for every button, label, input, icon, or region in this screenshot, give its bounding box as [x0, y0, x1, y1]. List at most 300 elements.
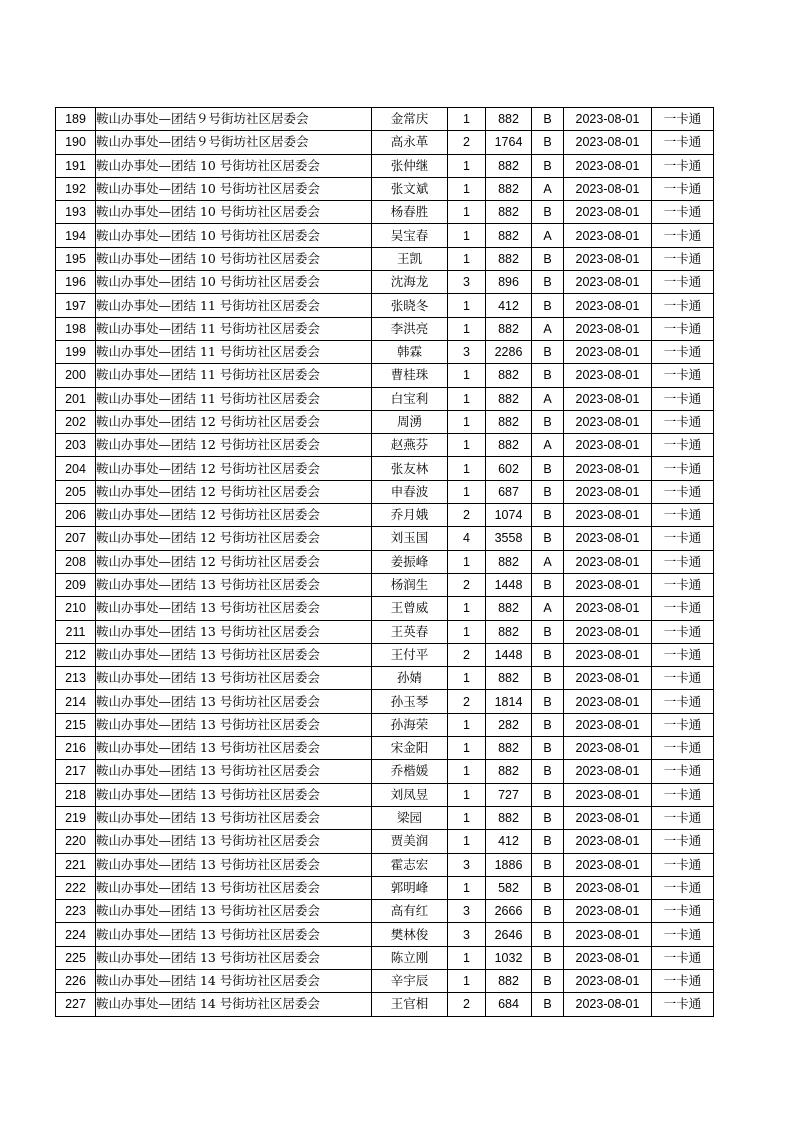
payment-method-cell: 一卡通 — [652, 410, 714, 433]
issue-date-cell: 2023-08-01 — [564, 247, 652, 270]
grade-cell: B — [532, 713, 564, 736]
grade-cell: B — [532, 154, 564, 177]
community-unit-cell: 鞍山办事处—团结 13 号街坊社区居委会 — [96, 690, 372, 713]
row-number-cell: 200 — [56, 364, 96, 387]
payment-method-cell: 一卡通 — [652, 527, 714, 550]
issue-date-cell: 2023-08-01 — [564, 993, 652, 1016]
grade-cell: B — [532, 946, 564, 969]
payment-method-cell: 一卡通 — [652, 597, 714, 620]
amount-cell: 882 — [486, 177, 532, 200]
payment-method-cell: 一卡通 — [652, 760, 714, 783]
person-name-cell: 白宝利 — [372, 387, 448, 410]
grade-cell: A — [532, 550, 564, 573]
table-row — [56, 783, 714, 806]
grade-cell: B — [532, 294, 564, 317]
amount-cell: 882 — [486, 597, 532, 620]
grade-cell: B — [532, 201, 564, 224]
amount-cell: 684 — [486, 993, 532, 1016]
issue-date-cell: 2023-08-01 — [564, 131, 652, 154]
issue-date-cell: 2023-08-01 — [564, 294, 652, 317]
person-name-cell: 金常庆 — [372, 108, 448, 131]
table-row — [56, 643, 714, 666]
household-count-cell: 1 — [448, 713, 486, 736]
amount-cell: 882 — [486, 806, 532, 829]
issue-date-cell: 2023-08-01 — [564, 480, 652, 503]
amount-cell: 1814 — [486, 690, 532, 713]
amount-cell: 882 — [486, 317, 532, 340]
table-row — [56, 317, 714, 340]
grade-cell: B — [532, 853, 564, 876]
person-name-cell: 王凯 — [372, 247, 448, 270]
payment-method-cell: 一卡通 — [652, 154, 714, 177]
person-name-cell: 张晓冬 — [372, 294, 448, 317]
community-unit-cell: 鞍山办事处—团结 10 号街坊社区居委会 — [96, 271, 372, 294]
table-row — [56, 620, 714, 643]
community-unit-cell: 鞍山办事处—团结 13 号街坊社区居委会 — [96, 597, 372, 620]
table-row — [56, 573, 714, 596]
person-name-cell: 周湧 — [372, 410, 448, 433]
table-row — [56, 690, 714, 713]
issue-date-cell: 2023-08-01 — [564, 504, 652, 527]
payment-method-cell: 一卡通 — [652, 364, 714, 387]
household-count-cell: 1 — [448, 177, 486, 200]
household-count-cell: 3 — [448, 923, 486, 946]
amount-cell: 412 — [486, 830, 532, 853]
issue-date-cell: 2023-08-01 — [564, 177, 652, 200]
issue-date-cell: 2023-08-01 — [564, 946, 652, 969]
household-count-cell: 1 — [448, 667, 486, 690]
household-count-cell: 1 — [448, 294, 486, 317]
issue-date-cell: 2023-08-01 — [564, 969, 652, 992]
grade-cell: A — [532, 434, 564, 457]
row-number-cell: 195 — [56, 247, 96, 270]
payment-method-cell: 一卡通 — [652, 806, 714, 829]
issue-date-cell: 2023-08-01 — [564, 713, 652, 736]
community-unit-cell: 鞍山办事处—团结 13 号街坊社区居委会 — [96, 900, 372, 923]
amount-cell: 882 — [486, 387, 532, 410]
grade-cell: B — [532, 247, 564, 270]
grade-cell: B — [532, 830, 564, 853]
person-name-cell: 王付平 — [372, 643, 448, 666]
amount-cell: 1074 — [486, 504, 532, 527]
household-count-cell: 1 — [448, 317, 486, 340]
person-name-cell: 贾美润 — [372, 830, 448, 853]
row-number-cell: 207 — [56, 527, 96, 550]
grade-cell: A — [532, 177, 564, 200]
community-unit-cell: 鞍山办事处—团结 13 号街坊社区居委会 — [96, 737, 372, 760]
table-row — [56, 387, 714, 410]
issue-date-cell: 2023-08-01 — [564, 783, 652, 806]
community-unit-cell: 鞍山办事处—团结９号街坊社区居委会 — [96, 108, 372, 131]
amount-cell: 2286 — [486, 340, 532, 363]
amount-cell: 882 — [486, 737, 532, 760]
table-row — [56, 504, 714, 527]
person-name-cell: 杨春胜 — [372, 201, 448, 224]
amount-cell: 882 — [486, 154, 532, 177]
amount-cell: 882 — [486, 201, 532, 224]
row-number-cell: 197 — [56, 294, 96, 317]
payment-method-cell: 一卡通 — [652, 876, 714, 899]
amount-cell: 2666 — [486, 900, 532, 923]
payment-method-cell: 一卡通 — [652, 643, 714, 666]
issue-date-cell: 2023-08-01 — [564, 317, 652, 340]
grade-cell: B — [532, 900, 564, 923]
table-row — [56, 340, 714, 363]
household-count-cell: 2 — [448, 993, 486, 1016]
person-name-cell: 乔月娥 — [372, 504, 448, 527]
amount-cell: 896 — [486, 271, 532, 294]
issue-date-cell: 2023-08-01 — [564, 900, 652, 923]
community-unit-cell: 鞍山办事处—团结 13 号街坊社区居委会 — [96, 643, 372, 666]
table-row — [56, 457, 714, 480]
household-count-cell: 1 — [448, 876, 486, 899]
table-row — [56, 108, 714, 131]
table-row — [56, 294, 714, 317]
payment-method-cell: 一卡通 — [652, 573, 714, 596]
table-row — [56, 946, 714, 969]
amount-cell: 882 — [486, 667, 532, 690]
table-row — [56, 667, 714, 690]
row-number-cell: 226 — [56, 969, 96, 992]
person-name-cell: 辛宇辰 — [372, 969, 448, 992]
payment-method-cell: 一卡通 — [652, 923, 714, 946]
row-number-cell: 206 — [56, 504, 96, 527]
row-number-cell: 192 — [56, 177, 96, 200]
issue-date-cell: 2023-08-01 — [564, 527, 652, 550]
community-unit-cell: 鞍山办事处—团结 13 号街坊社区居委会 — [96, 806, 372, 829]
payment-method-cell: 一卡通 — [652, 900, 714, 923]
household-count-cell: 3 — [448, 340, 486, 363]
payment-method-cell: 一卡通 — [652, 387, 714, 410]
row-number-cell: 221 — [56, 853, 96, 876]
person-name-cell: 杨润生 — [372, 573, 448, 596]
community-unit-cell: 鞍山办事处—团结 11 号街坊社区居委会 — [96, 387, 372, 410]
person-name-cell: 曹桂珠 — [372, 364, 448, 387]
payment-method-cell: 一卡通 — [652, 247, 714, 270]
table-row — [56, 410, 714, 433]
amount-cell: 1764 — [486, 131, 532, 154]
table-row — [56, 527, 714, 550]
grade-cell: B — [532, 504, 564, 527]
grade-cell: B — [532, 923, 564, 946]
household-count-cell: 1 — [448, 737, 486, 760]
table-row — [56, 247, 714, 270]
person-name-cell: 孙玉琴 — [372, 690, 448, 713]
issue-date-cell: 2023-08-01 — [564, 923, 652, 946]
row-number-cell: 213 — [56, 667, 96, 690]
amount-cell: 727 — [486, 783, 532, 806]
row-number-cell: 223 — [56, 900, 96, 923]
household-count-cell: 1 — [448, 410, 486, 433]
community-unit-cell: 鞍山办事处—团结 11 号街坊社区居委会 — [96, 364, 372, 387]
issue-date-cell: 2023-08-01 — [564, 853, 652, 876]
table-row — [56, 271, 714, 294]
person-name-cell: 沈海龙 — [372, 271, 448, 294]
row-number-cell: 214 — [56, 690, 96, 713]
table-row — [56, 224, 714, 247]
table-row — [56, 993, 714, 1016]
issue-date-cell: 2023-08-01 — [564, 597, 652, 620]
table-row — [56, 830, 714, 853]
grade-cell: B — [532, 690, 564, 713]
grade-cell: A — [532, 597, 564, 620]
beneficiary-table — [55, 107, 714, 1017]
grade-cell: B — [532, 993, 564, 1016]
table-row — [56, 806, 714, 829]
issue-date-cell: 2023-08-01 — [564, 760, 652, 783]
issue-date-cell: 2023-08-01 — [564, 224, 652, 247]
community-unit-cell: 鞍山办事处—团结 11 号街坊社区居委会 — [96, 340, 372, 363]
issue-date-cell: 2023-08-01 — [564, 643, 652, 666]
person-name-cell: 高永革 — [372, 131, 448, 154]
person-name-cell: 申春波 — [372, 480, 448, 503]
community-unit-cell: 鞍山办事处—团结 13 号街坊社区居委会 — [96, 667, 372, 690]
issue-date-cell: 2023-08-01 — [564, 620, 652, 643]
payment-method-cell: 一卡通 — [652, 224, 714, 247]
community-unit-cell: 鞍山办事处—团结 12 号街坊社区居委会 — [96, 457, 372, 480]
household-count-cell: 1 — [448, 806, 486, 829]
payment-method-cell: 一卡通 — [652, 713, 714, 736]
household-count-cell: 2 — [448, 504, 486, 527]
amount-cell: 2646 — [486, 923, 532, 946]
table-row — [56, 853, 714, 876]
issue-date-cell: 2023-08-01 — [564, 340, 652, 363]
person-name-cell: 刘凤昱 — [372, 783, 448, 806]
grade-cell: B — [532, 131, 564, 154]
row-number-cell: 216 — [56, 737, 96, 760]
row-number-cell: 209 — [56, 573, 96, 596]
grade-cell: B — [532, 760, 564, 783]
payment-method-cell: 一卡通 — [652, 550, 714, 573]
amount-cell: 602 — [486, 457, 532, 480]
table-row — [56, 480, 714, 503]
grade-cell: B — [532, 806, 564, 829]
community-unit-cell: 鞍山办事处—团结 10 号街坊社区居委会 — [96, 247, 372, 270]
row-number-cell: 212 — [56, 643, 96, 666]
person-name-cell: 宋金阳 — [372, 737, 448, 760]
row-number-cell: 189 — [56, 108, 96, 131]
table-row — [56, 713, 714, 736]
household-count-cell: 1 — [448, 783, 486, 806]
payment-method-cell: 一卡通 — [652, 457, 714, 480]
community-unit-cell: 鞍山办事处—团结 13 号街坊社区居委会 — [96, 760, 372, 783]
amount-cell: 582 — [486, 876, 532, 899]
issue-date-cell: 2023-08-01 — [564, 387, 652, 410]
table-row — [56, 201, 714, 224]
amount-cell: 882 — [486, 550, 532, 573]
row-number-cell: 201 — [56, 387, 96, 410]
amount-cell: 687 — [486, 480, 532, 503]
amount-cell: 882 — [486, 247, 532, 270]
household-count-cell: 3 — [448, 271, 486, 294]
table-row — [56, 364, 714, 387]
payment-method-cell: 一卡通 — [652, 201, 714, 224]
person-name-cell: 孙婧 — [372, 667, 448, 690]
payment-method-cell: 一卡通 — [652, 830, 714, 853]
community-unit-cell: 鞍山办事处—团结 12 号街坊社区居委会 — [96, 527, 372, 550]
row-number-cell: 208 — [56, 550, 96, 573]
household-count-cell: 1 — [448, 620, 486, 643]
household-count-cell: 2 — [448, 573, 486, 596]
person-name-cell: 张友林 — [372, 457, 448, 480]
payment-method-cell: 一卡通 — [652, 131, 714, 154]
community-unit-cell: 鞍山办事处—团结 13 号街坊社区居委会 — [96, 713, 372, 736]
community-unit-cell: 鞍山办事处—团结 13 号街坊社区居委会 — [96, 830, 372, 853]
payment-method-cell: 一卡通 — [652, 504, 714, 527]
person-name-cell: 樊林俊 — [372, 923, 448, 946]
community-unit-cell: 鞍山办事处—团结 13 号街坊社区居委会 — [96, 946, 372, 969]
person-name-cell: 王曾威 — [372, 597, 448, 620]
household-count-cell: 1 — [448, 830, 486, 853]
household-count-cell: 1 — [448, 434, 486, 457]
row-number-cell: 224 — [56, 923, 96, 946]
grade-cell: B — [532, 527, 564, 550]
household-count-cell: 1 — [448, 760, 486, 783]
amount-cell: 882 — [486, 410, 532, 433]
person-name-cell: 梁园 — [372, 806, 448, 829]
issue-date-cell: 2023-08-01 — [564, 737, 652, 760]
household-count-cell: 1 — [448, 946, 486, 969]
household-count-cell: 2 — [448, 690, 486, 713]
row-number-cell: 190 — [56, 131, 96, 154]
community-unit-cell: 鞍山办事处—团结 14 号街坊社区居委会 — [96, 993, 372, 1016]
row-number-cell: 199 — [56, 340, 96, 363]
payment-method-cell: 一卡通 — [652, 480, 714, 503]
table-row — [56, 434, 714, 457]
grade-cell: B — [532, 876, 564, 899]
person-name-cell: 孙海荣 — [372, 713, 448, 736]
person-name-cell: 霍志宏 — [372, 853, 448, 876]
row-number-cell: 203 — [56, 434, 96, 457]
community-unit-cell: 鞍山办事处—团结 10 号街坊社区居委会 — [96, 224, 372, 247]
issue-date-cell: 2023-08-01 — [564, 108, 652, 131]
person-name-cell: 李洪亮 — [372, 317, 448, 340]
grade-cell: B — [532, 271, 564, 294]
payment-method-cell: 一卡通 — [652, 737, 714, 760]
amount-cell: 3558 — [486, 527, 532, 550]
household-count-cell: 3 — [448, 900, 486, 923]
amount-cell: 1448 — [486, 643, 532, 666]
issue-date-cell: 2023-08-01 — [564, 573, 652, 596]
household-count-cell: 1 — [448, 154, 486, 177]
person-name-cell: 韩霖 — [372, 340, 448, 363]
household-count-cell: 1 — [448, 480, 486, 503]
amount-cell: 412 — [486, 294, 532, 317]
issue-date-cell: 2023-08-01 — [564, 201, 652, 224]
row-number-cell: 198 — [56, 317, 96, 340]
amount-cell: 882 — [486, 620, 532, 643]
grade-cell: B — [532, 410, 564, 433]
amount-cell: 282 — [486, 713, 532, 736]
table-row — [56, 876, 714, 899]
issue-date-cell: 2023-08-01 — [564, 410, 652, 433]
issue-date-cell: 2023-08-01 — [564, 830, 652, 853]
row-number-cell: 222 — [56, 876, 96, 899]
grade-cell: B — [532, 620, 564, 643]
payment-method-cell: 一卡通 — [652, 340, 714, 363]
amount-cell: 1886 — [486, 853, 532, 876]
household-count-cell: 2 — [448, 131, 486, 154]
community-unit-cell: 鞍山办事处—团结 10 号街坊社区居委会 — [96, 154, 372, 177]
table-row — [56, 923, 714, 946]
issue-date-cell: 2023-08-01 — [564, 154, 652, 177]
table-row — [56, 737, 714, 760]
person-name-cell: 郭明峰 — [372, 876, 448, 899]
row-number-cell: 219 — [56, 806, 96, 829]
issue-date-cell: 2023-08-01 — [564, 876, 652, 899]
row-number-cell: 191 — [56, 154, 96, 177]
issue-date-cell: 2023-08-01 — [564, 434, 652, 457]
grade-cell: B — [532, 969, 564, 992]
household-count-cell: 4 — [448, 527, 486, 550]
grade-cell: B — [532, 457, 564, 480]
community-unit-cell: 鞍山办事处—团结 12 号街坊社区居委会 — [96, 550, 372, 573]
community-unit-cell: 鞍山办事处—团结 10 号街坊社区居委会 — [96, 177, 372, 200]
payment-method-cell: 一卡通 — [652, 783, 714, 806]
issue-date-cell: 2023-08-01 — [564, 271, 652, 294]
community-unit-cell: 鞍山办事处—团结 12 号街坊社区居委会 — [96, 480, 372, 503]
row-number-cell: 210 — [56, 597, 96, 620]
amount-cell: 882 — [486, 434, 532, 457]
payment-method-cell: 一卡通 — [652, 969, 714, 992]
table-row — [56, 597, 714, 620]
community-unit-cell: 鞍山办事处—团结 12 号街坊社区居委会 — [96, 434, 372, 457]
household-count-cell: 1 — [448, 108, 486, 131]
row-number-cell: 205 — [56, 480, 96, 503]
person-name-cell: 吴宝春 — [372, 224, 448, 247]
row-number-cell: 193 — [56, 201, 96, 224]
amount-cell: 882 — [486, 224, 532, 247]
community-unit-cell: 鞍山办事处—团结 10 号街坊社区居委会 — [96, 201, 372, 224]
person-name-cell: 陈立刚 — [372, 946, 448, 969]
household-count-cell: 1 — [448, 247, 486, 270]
person-name-cell: 王官相 — [372, 993, 448, 1016]
household-count-cell: 1 — [448, 364, 486, 387]
community-unit-cell: 鞍山办事处—团结９号街坊社区居委会 — [96, 131, 372, 154]
payment-method-cell: 一卡通 — [652, 294, 714, 317]
amount-cell: 882 — [486, 108, 532, 131]
household-count-cell: 1 — [448, 969, 486, 992]
row-number-cell: 202 — [56, 410, 96, 433]
row-number-cell: 211 — [56, 620, 96, 643]
table-row — [56, 177, 714, 200]
table-row — [56, 550, 714, 573]
issue-date-cell: 2023-08-01 — [564, 550, 652, 573]
payment-method-cell: 一卡通 — [652, 690, 714, 713]
grade-cell: B — [532, 737, 564, 760]
table-row — [56, 900, 714, 923]
row-number-cell: 204 — [56, 457, 96, 480]
payment-method-cell: 一卡通 — [652, 667, 714, 690]
household-count-cell: 1 — [448, 201, 486, 224]
payment-method-cell: 一卡通 — [652, 271, 714, 294]
grade-cell: B — [532, 108, 564, 131]
community-unit-cell: 鞍山办事处—团结 12 号街坊社区居委会 — [96, 504, 372, 527]
community-unit-cell: 鞍山办事处—团结 13 号街坊社区居委会 — [96, 573, 372, 596]
issue-date-cell: 2023-08-01 — [564, 457, 652, 480]
community-unit-cell: 鞍山办事处—团结 11 号街坊社区居委会 — [96, 294, 372, 317]
household-count-cell: 1 — [448, 597, 486, 620]
community-unit-cell: 鞍山办事处—团结 13 号街坊社区居委会 — [96, 853, 372, 876]
person-name-cell: 张文斌 — [372, 177, 448, 200]
amount-cell: 1032 — [486, 946, 532, 969]
household-count-cell: 2 — [448, 643, 486, 666]
amount-cell: 882 — [486, 969, 532, 992]
community-unit-cell: 鞍山办事处—团结 11 号街坊社区居委会 — [96, 317, 372, 340]
person-name-cell: 赵燕芬 — [372, 434, 448, 457]
row-number-cell: 225 — [56, 946, 96, 969]
payment-method-cell: 一卡通 — [652, 177, 714, 200]
